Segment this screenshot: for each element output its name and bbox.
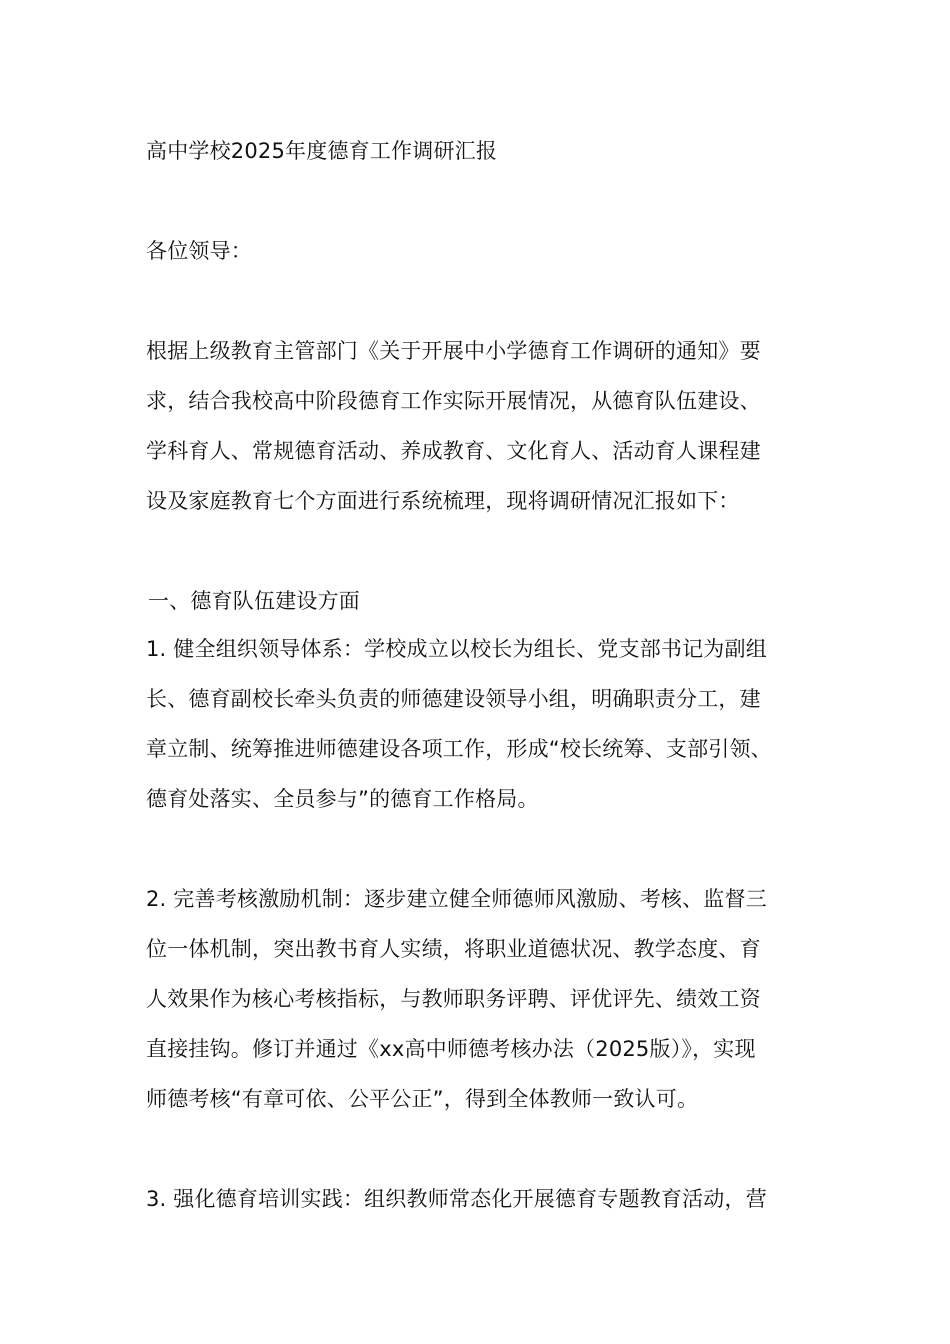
document-title: 高中学校2025年度德育工作调研汇报 (146, 139, 498, 163)
list-item-2 (146, 884, 767, 1134)
intro-paragraph (146, 336, 761, 536)
paragraph-line: 师德考核“有章可依、公平公正”，得到全体教师一致认可。 (146, 1087, 699, 1111)
intro-line: 设及家庭教育七个方面进行系统梳理，现将调研情况汇报如下： (146, 489, 740, 513)
paragraph-line: 1. 健全组织领导体系：学校成立以校长为组长、党支部书记为副组 (146, 637, 767, 661)
intro-line: 根据上级教育主管部门《关于开展中小学德育工作调研的通知》要 (146, 339, 761, 363)
greeting: 各位领导： (146, 239, 252, 263)
list-item-3 (146, 1184, 767, 1234)
intro-line: 学科育人、常规德育活动、养成教育、文化育人、活动育人课程建 (146, 439, 761, 463)
list-item-1 (146, 634, 772, 834)
intro-line: 求，结合我校高中阶段德育工作实际开展情况，从德育队伍建设、 (146, 389, 761, 413)
paragraph-line: 德育处落实、全员参与”的德育工作格局。 (146, 787, 539, 811)
paragraph-line: 位一体机制，突出教书育人实绩，将职业道德状况、教学态度、育 (146, 937, 761, 961)
paragraph-line: 2. 完善考核激励机制：逐步建立健全师德师风激励、考核、监督三 (146, 887, 767, 911)
paragraph-line: 3. 强化德育培训实践：组织教师常态化开展德育专题教育活动，营 (146, 1187, 767, 1211)
paragraph-line: 长、德育副校长牵头负责的师德建设领导小组，明确职责分工，建 (146, 687, 761, 711)
paragraph-line: 直接挂钩。修订并通过《xx高中师德考核办法（2025版）》，实现 (146, 1037, 756, 1061)
paragraph-line: 章立制、统筹推进师德建设各项工作，形成“校长统筹、支部引领、 (146, 737, 772, 761)
section-heading: 一、德育队伍建设方面 (148, 589, 360, 613)
paragraph-line: 人效果作为核心考核指标，与教师职务评聘、评优评先、绩效工资 (146, 987, 761, 1011)
